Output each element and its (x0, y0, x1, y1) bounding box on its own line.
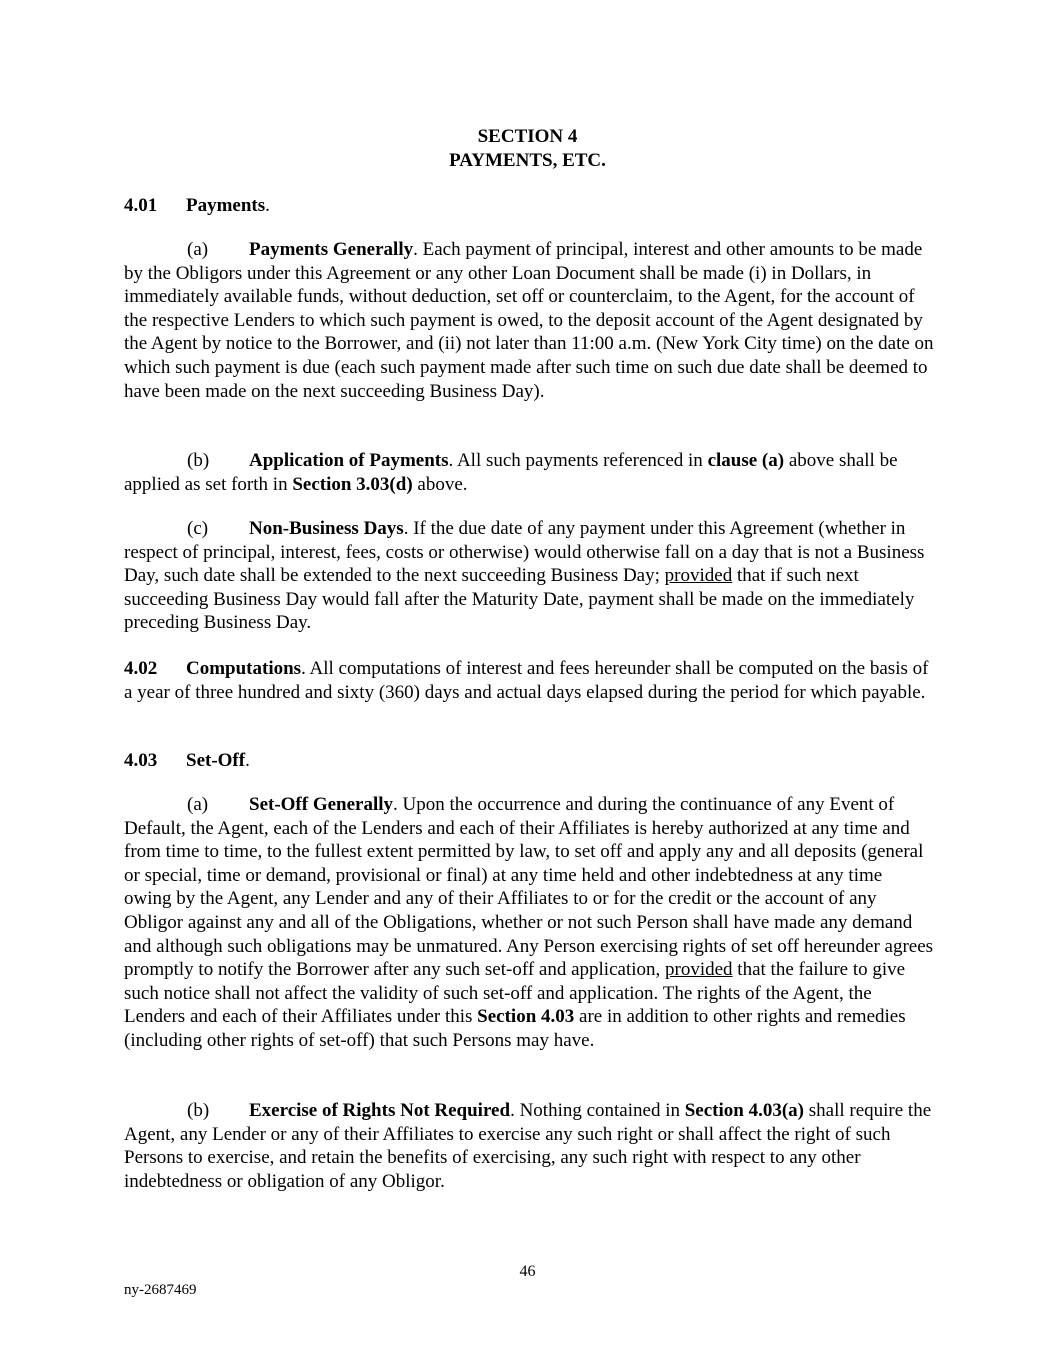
section-period: . (265, 195, 270, 216)
section-number: 4.03 (124, 750, 158, 771)
paragraph-4-03-b (124, 1099, 934, 1193)
paragraph-4-03-a (124, 793, 934, 1053)
proviso-term: provided (665, 959, 733, 981)
section-number: 4.01 (124, 195, 158, 216)
page-number: 46 (519, 1263, 536, 1280)
paragraph-4-01-b (124, 449, 934, 496)
clause-title: Exercise of Rights Not Required (249, 1100, 511, 1121)
clause-text: that the failure to give such notice shall not affect the validity of such set-off and application. The rights of the Agent, the Lenders and each of their Affiliates under this (124, 959, 906, 1028)
cross-reference: Section 3.03(d) (292, 473, 413, 495)
clause-number: (b) (187, 1100, 210, 1121)
clause-number: (b) (187, 450, 210, 471)
clause-text: . All such payments referenced in (448, 450, 708, 471)
section-4-03-heading (124, 749, 934, 773)
clause-text: . Upon the occurrence and during the continuance of any Event of Default, the Agent, each of the Lenders and each of their Affiliates is hereby authorized at any time and from time to time, to the fullest extent permitted by law, to set off and apply any and all deposits (general or special, time or demand, provisional or final) at any time held and other indebtedness at any time owing by the Agent, any Lender and any of their Affiliates to or for the credit or the account of any Obligor against any and all of the Obligations, whether or not such Person shall have made any demand and although such obligations may be unmatured. Any Person exercising rights of set off hereunder agrees promptly to notify the Borrower after any such set-off and application, (124, 794, 934, 981)
cross-reference: Section 4.03(a) (684, 1100, 804, 1121)
clause-text: above. (412, 473, 468, 495)
clause-title: Application of Payments (249, 450, 449, 471)
clause-number: (a) (187, 794, 209, 815)
section-heading-line1: SECTION 4 (477, 126, 578, 147)
clause-text: . Nothing contained in (510, 1100, 685, 1121)
document-id: ny-2687469 (124, 1282, 197, 1298)
proviso-term: provided (664, 565, 733, 587)
clause-title: Set-Off Generally (249, 794, 394, 815)
section-text: . All computations of interest and fees hereunder shall be computed on the basis of a year of three hundred and sixty (360) days and actual days elapsed during the period for which payable. (124, 658, 929, 703)
section-title: Computations (186, 658, 302, 679)
section-title: Payments (186, 195, 266, 216)
clause-title: Payments Generally (249, 239, 414, 260)
paragraph-4-01-a (124, 238, 934, 403)
clause-text: above shall be applied as set forth in (124, 450, 898, 495)
clause-text: . If the due date of any payment under this Agreement (whether in respect of principal, interest, fees, costs or otherwise) would otherwise fall on a day that is not a Business Day, such date shall be extended to the next succeeding Business Day; (124, 518, 925, 587)
clause-title: Non-Business Days (249, 518, 404, 539)
clause-text: . Each payment of principal, interest and other amounts to be made by the Obligors under this Agreement or any other Loan Document shall be made (i) in Dollars, in immediately available funds, without deduction, set off or counterclaim, to the Agent, for the account of the respective Lenders to which such payment is owed, to the deposit account of the Agent designated by the Agent by notice to the Borrower, and (ii) not later than 11:00 a.m. (New York City time) on the date on which such payment is due (each such payment made after such time on such due date shall be deemed to have been made on the next succeeding Business Day). (124, 239, 934, 402)
section-4-02 (124, 657, 934, 704)
clause-text: are in addition to other rights and remedies (including other rights of set-off) that such Persons may have. (124, 1006, 906, 1051)
section-4-01-heading (124, 194, 934, 218)
clause-number: (a) (187, 239, 209, 260)
clause-text: that if such next succeeding Business Day would fall after the Maturity Date, payment shall be made on the immediately preceding Business Day. (124, 565, 915, 634)
paragraph-4-01-c (124, 517, 934, 635)
clause-text: shall require the Agent, any Lender or any of their Affiliates to exercise any such right or shall affect the right of such Persons to exercise, and retain the benefits of exercising, any such right with respect to any other indebtedness or obligation of any Obligor. (124, 1100, 932, 1192)
cross-reference: Section 4.03 (477, 1006, 575, 1028)
section-period: . (245, 750, 250, 771)
section-title: Set-Off (186, 750, 246, 771)
section-heading-line2: PAYMENTS, ETC. (449, 150, 606, 171)
cross-reference: clause (a) (707, 450, 785, 471)
section-number: 4.02 (124, 658, 158, 679)
clause-number: (c) (187, 518, 209, 539)
